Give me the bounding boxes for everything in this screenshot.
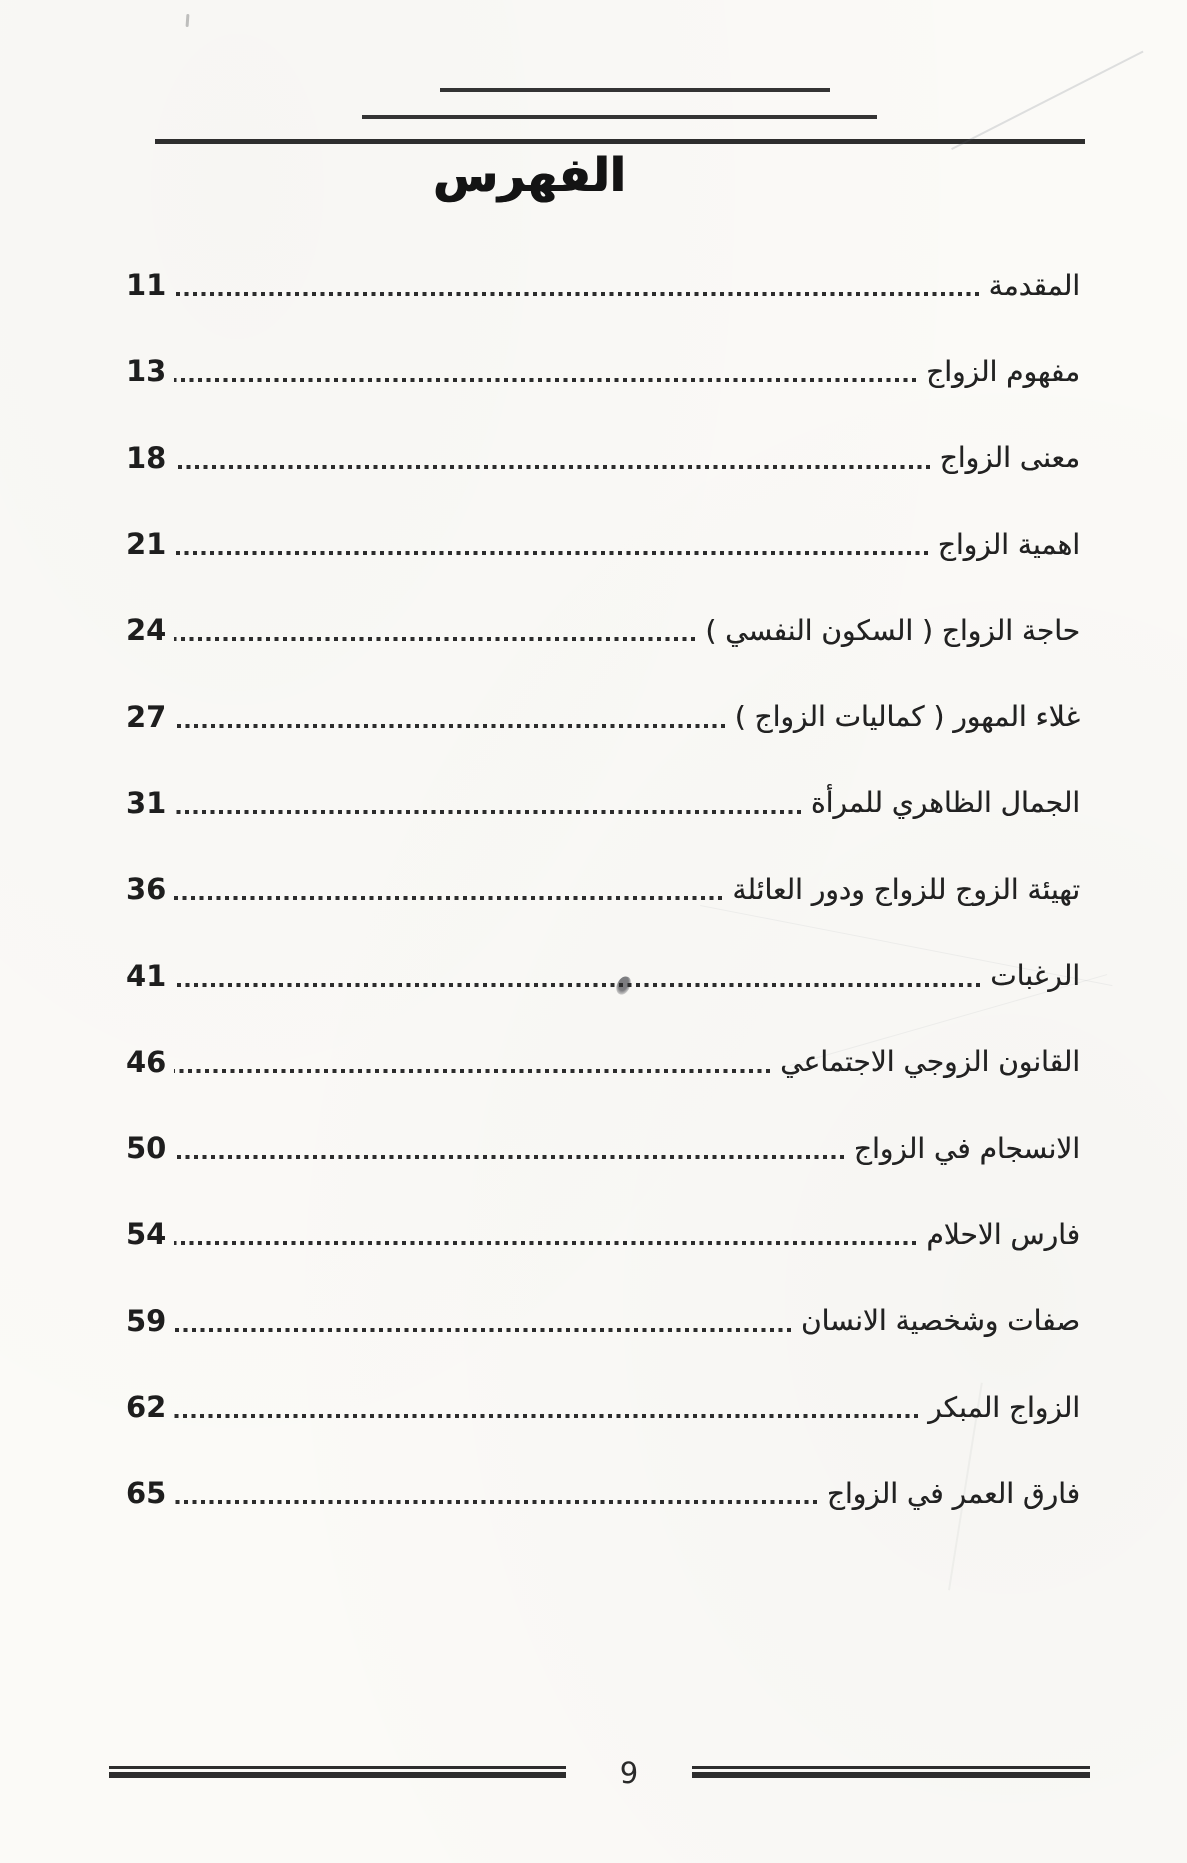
toc-entry [126,1364,1080,1450]
toc-entry-title: الزواج المبكر [928,1390,1080,1424]
toc-entry [126,1019,1080,1105]
toc-leader-dots [174,292,978,296]
toc-entry-page-number: 50 [126,1131,167,1166]
toc-leader-dots [174,724,724,728]
ornament-rule-middle [362,115,877,119]
toc-entry [126,1105,1080,1191]
toc-entry [126,587,1080,673]
toc-leader-dots [174,465,929,469]
toc-entry [126,328,1080,414]
toc-entry-page-number: 18 [126,440,167,475]
toc-leader-dots [174,551,927,555]
toc-leader-dots [174,378,916,382]
toc-entry [126,932,1080,1018]
toc-leader-dots [174,637,695,641]
toc-entry [126,1450,1080,1536]
toc-leader-dots [174,1328,791,1332]
footer-page-number: 9 [619,1756,639,1790]
toc-entry-page-number: 36 [126,872,167,907]
toc-leader-dots [174,896,722,900]
toc-entry-title: القانون الزوجي الاجتماعي [780,1045,1080,1079]
toc-entry [126,673,1080,759]
toc-leader-dots [174,1500,816,1504]
toc-entry-title: حاجة الزواج ( السكون النفسي ) [705,613,1080,647]
footer-rule-right [692,1766,1090,1778]
toc-leader-dots [174,1069,770,1073]
toc-entry-page-number: 27 [126,699,167,734]
toc-entry-page-number: 21 [126,527,167,562]
toc-entry-page-number: 11 [126,268,167,303]
toc-entry-title: تهيئة الزوج للزواج ودور العائلة [732,872,1080,906]
toc-list [126,242,1080,1536]
toc-entry-title: اهمية الزواج [937,527,1080,561]
toc-entry-page-number: 62 [126,1390,167,1424]
toc-entry-page-number: 59 [126,1303,167,1338]
toc-entry-page-number: 31 [126,785,167,820]
toc-leader-dots [174,1155,844,1159]
toc-entry-title: غلاء المهور ( كماليات الزواج ) [734,700,1080,734]
toc-entry-title: الرغبات [990,959,1080,993]
toc-entry-page-number: 13 [126,354,167,389]
toc-entry [126,846,1080,932]
footer-rule-left [109,1766,566,1778]
toc-entry-page-number: 46 [126,1044,167,1079]
toc-entry [126,1278,1080,1364]
toc-leader-dots [174,1414,918,1418]
toc-entry [126,415,1080,501]
toc-entry [126,501,1080,587]
toc-entry-title: مفهوم الزواج [926,354,1080,388]
ornament-rule-bottom [155,139,1085,144]
paper-crease [951,51,1143,150]
toc-leader-dots [174,810,801,814]
toc-entry-page-number: 24 [126,613,167,648]
toc-entry [126,242,1080,328]
page-title: الفهرس [433,148,626,203]
toc-entry-title: فارق العمر في الزواج [826,1476,1080,1510]
toc-entry-title: المقدمة [988,268,1080,302]
toc-entry-title: الجمال الظاهري للمرأة [810,786,1080,820]
paper-tick-artifact [186,14,190,27]
toc-entry [126,1191,1080,1277]
toc-entry-page-number: 54 [126,1217,167,1252]
toc-entry-page-number: 65 [126,1476,167,1511]
toc-entry-title: معنى الزواج [939,441,1080,475]
ornament-rule-top [440,88,830,92]
toc-leader-dots [174,1241,916,1245]
toc-entry-page-number: 41 [126,958,167,993]
toc-entry [126,760,1080,846]
toc-entry-title: صفات وشخصية الانسان [800,1304,1080,1338]
toc-entry-title: الانسجام في الزواج [853,1131,1080,1165]
toc-leader-dots [174,983,980,987]
toc-entry-title: فارس الاحلام [926,1217,1080,1251]
